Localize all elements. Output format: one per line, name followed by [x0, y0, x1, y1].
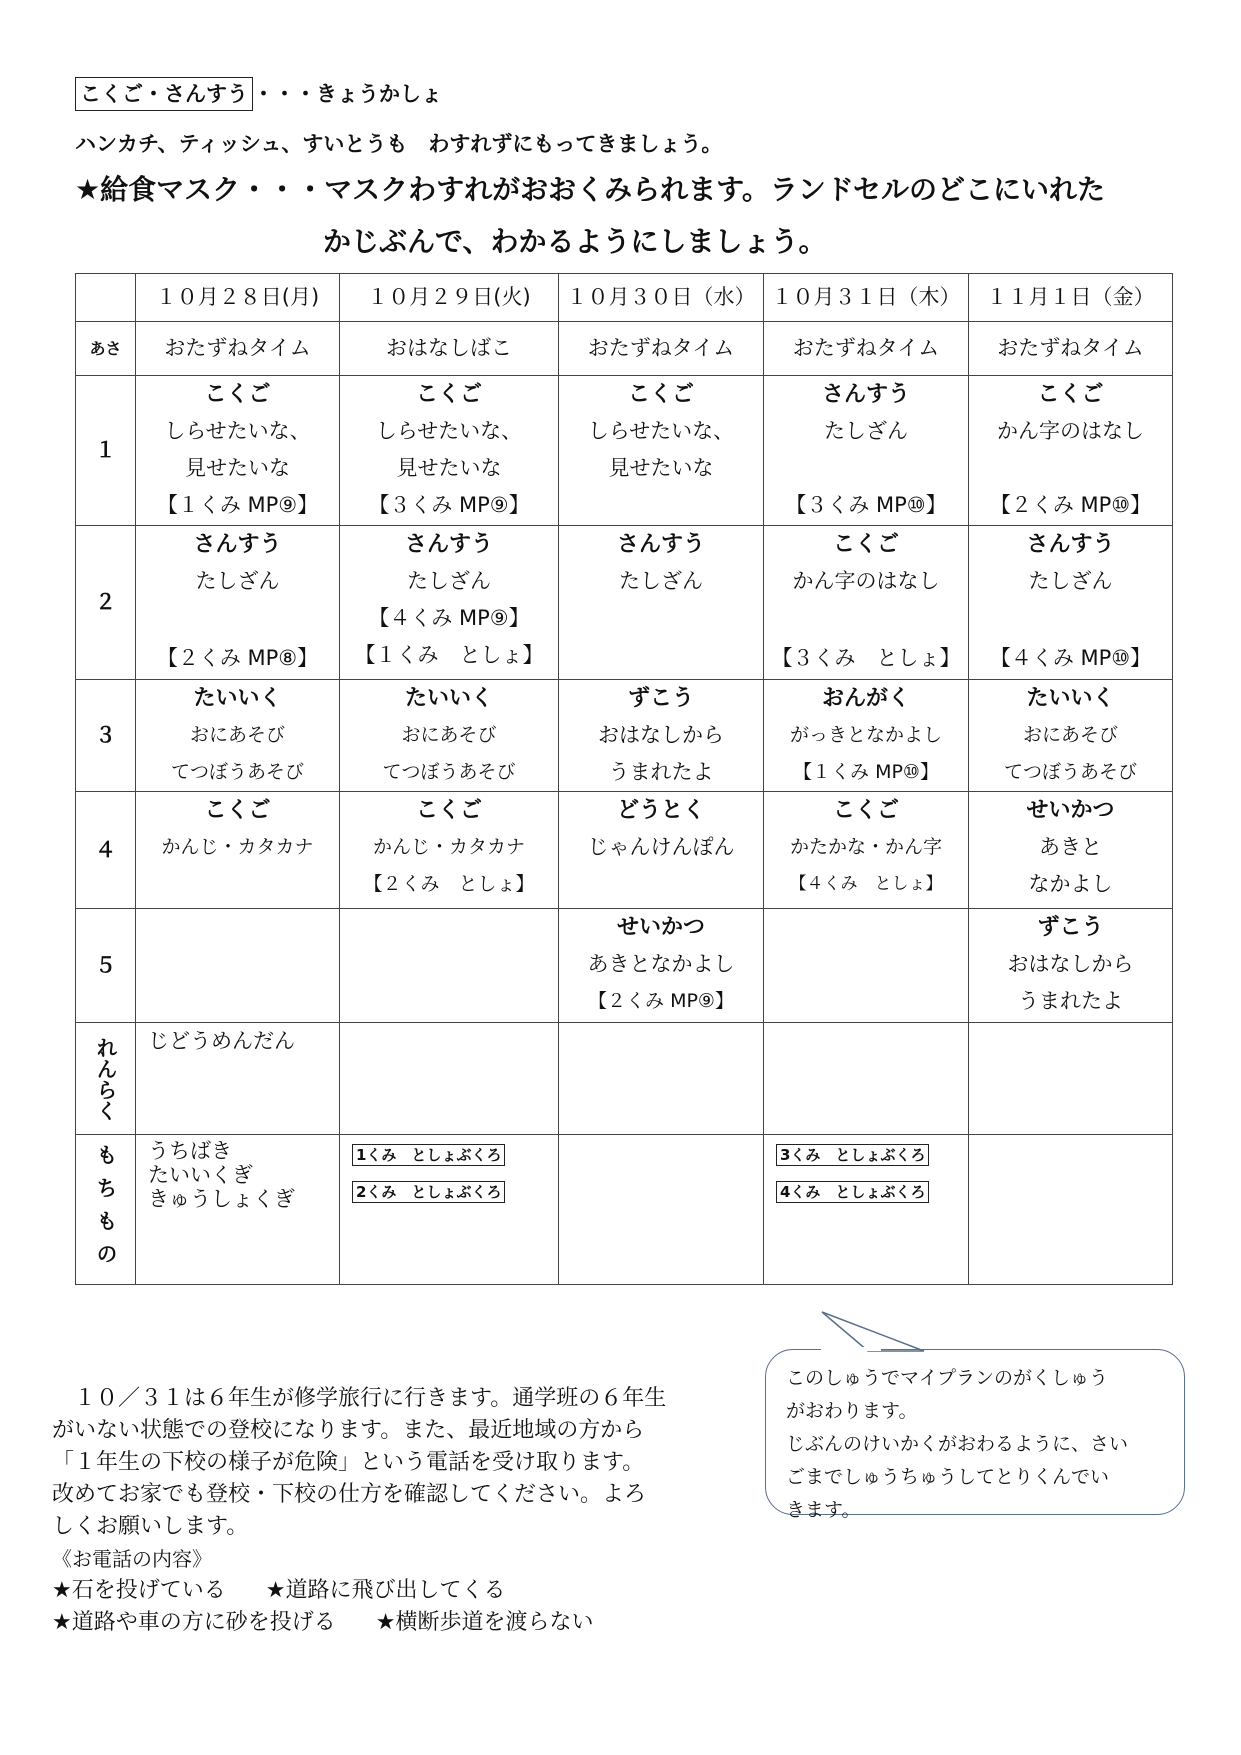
header-line-4: かじぶんで、わかるようにしましょう。 [323, 225, 827, 258]
row-label-period-5: ５ [76, 909, 136, 1023]
period-cell: どうとく じゃんけんぽん [559, 792, 764, 909]
period-cell: ずこう おはなしから うまれたよ [559, 680, 764, 792]
mochimono-cell [764, 1135, 969, 1285]
bag-tag: 4くみ としょぶくろ [776, 1181, 929, 1203]
period-cell [340, 909, 559, 1023]
mochimono-cell [340, 1135, 559, 1285]
period-cell: こくご しらせたいな、 見せたいな 【１くみ MP⑨】 [136, 376, 340, 526]
bubble-tail-cover [821, 1347, 881, 1351]
row-label-period-4: ４ [76, 792, 136, 909]
period-cell: さんすう たしざん 【２くみ MP⑧】 [136, 526, 340, 680]
header-line-1 [75, 78, 442, 108]
renraku-cell [559, 1023, 764, 1135]
row-label-period-3: ３ [76, 680, 136, 792]
asa-cell: おはなしばこ [340, 322, 559, 376]
period-cell: こくご かんじ・カタカナ [136, 792, 340, 909]
header-line-1-suffix: ・・・きょうかしょ [253, 82, 442, 106]
notice-line: 改めてお家でも登校・下校の仕方を確認してください。よろ [52, 1482, 647, 1507]
asa-cell: おたずねタイム [969, 322, 1173, 376]
call-items-row: ★石を投げている ★道路に飛び出してくる [52, 1578, 506, 1603]
day-header: １０月３１日（木） [764, 274, 969, 322]
renraku-cell [969, 1023, 1173, 1135]
row-label-period-2: ２ [76, 526, 136, 680]
period-cell [764, 909, 969, 1023]
timetable [75, 273, 1173, 1285]
asa-cell: おたずねタイム [559, 322, 764, 376]
period-cell: さんすう たしざん 【４くみ MP⑨】 【１くみ としょ】 [340, 526, 559, 680]
table-row [76, 680, 1173, 792]
speech-bubble: このしゅうでマイプランのがくしゅう がおわります。 じぶんのけいかくがおわるように、さい ごまでしゅうちゅうしてとりくんでい きます。 [765, 1349, 1185, 1515]
renraku-cell [764, 1023, 969, 1135]
period-cell: ずこう おはなしから うまれたよ [969, 909, 1173, 1023]
header-line-2: ハンカチ、ティッシュ、すいとうも わすれずにもってきましょう。 [75, 132, 723, 156]
mochimono-cell [969, 1135, 1173, 1285]
period-cell: せいかつ あきとなかよし 【２くみ MP⑨】 [559, 909, 764, 1023]
asa-cell: おたずねタイム [136, 322, 340, 376]
period-cell: こくご しらせたいな、 見せたいな [559, 376, 764, 526]
renraku-cell: じどうめんだん [136, 1023, 340, 1135]
day-header: １０月２９日(火) [340, 274, 559, 322]
table-row [76, 792, 1173, 909]
call-items-row: ★道路や車の方に砂を投げる ★横断歩道を渡らない [52, 1610, 594, 1635]
table-row [76, 526, 1173, 680]
call-heading: 《お電話の内容》 [52, 1547, 212, 1571]
table-row [76, 1135, 1173, 1285]
row-label-mochimono: もちもの [76, 1135, 136, 1285]
mochimono-cell: うちばき たいいくぎ きゅうしょくぎ [136, 1135, 340, 1285]
period-cell: たいいく おにあそび てつぼうあそび [969, 680, 1173, 792]
day-header: １１月１日（金） [969, 274, 1173, 322]
row-label-renraku: れんらく [76, 1023, 136, 1135]
table-row [76, 909, 1173, 1023]
row-label-asa: あさ [76, 322, 136, 376]
period-cell [136, 909, 340, 1023]
header-line-3: ★給食マスク・・・マスクわすれがおおくみられます。ランドセルのどこにいれた [75, 173, 1106, 206]
table-row [76, 376, 1173, 526]
period-cell: さんすう たしざん [559, 526, 764, 680]
mochimono-cell [559, 1135, 764, 1285]
period-cell: こくご しらせたいな、 見せたいな 【３くみ MP⑨】 [340, 376, 559, 526]
bag-tag: 2くみ としょぶくろ [352, 1181, 505, 1203]
notice-line: １０／３１は６年生が修学旅行に行きます。通学班の６年生 [52, 1386, 667, 1411]
period-cell: せいかつ あきと なかよし [969, 792, 1173, 909]
renraku-cell [340, 1023, 559, 1135]
day-header: １０月２８日(月) [136, 274, 340, 322]
period-cell: こくご かん字のはなし 【３くみ としょ】 [764, 526, 969, 680]
period-cell: たいいく おにあそび てつぼうあそび [136, 680, 340, 792]
table-row [76, 322, 1173, 376]
corner-cell [76, 274, 136, 322]
notice-line: 「１年生の下校の様子が危険」という電話を受け取ります。 [52, 1450, 645, 1475]
notice-line: がいない状態での登校になります。また、最近地域の方から [52, 1418, 645, 1443]
bag-tag: 3くみ としょぶくろ [776, 1144, 929, 1166]
asa-cell: おたずねタイム [764, 322, 969, 376]
boxed-subjects: こくご・さんすう [75, 77, 253, 111]
period-cell: たいいく おにあそび てつぼうあそび [340, 680, 559, 792]
period-cell: さんすう たしざん 【３くみ MP⑩】 [764, 376, 969, 526]
period-cell: おんがく がっきとなかよし 【１くみ MP⑩】 [764, 680, 969, 792]
table-row [76, 274, 1173, 322]
period-cell: こくご かん字のはなし 【２くみ MP⑩】 [969, 376, 1173, 526]
notice-section [52, 1383, 732, 1639]
period-cell: こくご かたかな・かん字 【４くみ としょ】 [764, 792, 969, 909]
speech-bubble-tail [820, 1310, 930, 1352]
row-label-period-1: １ [76, 376, 136, 526]
period-cell: さんすう たしざん 【４くみ MP⑩】 [969, 526, 1173, 680]
table-row [76, 1023, 1173, 1135]
bag-tag: 1くみ としょぶくろ [352, 1144, 505, 1166]
day-header: １０月３０日（水） [559, 274, 764, 322]
notice-line: しくお願いします。 [52, 1514, 249, 1539]
period-cell: こくご かんじ・カタカナ 【２くみ としょ】 [340, 792, 559, 909]
